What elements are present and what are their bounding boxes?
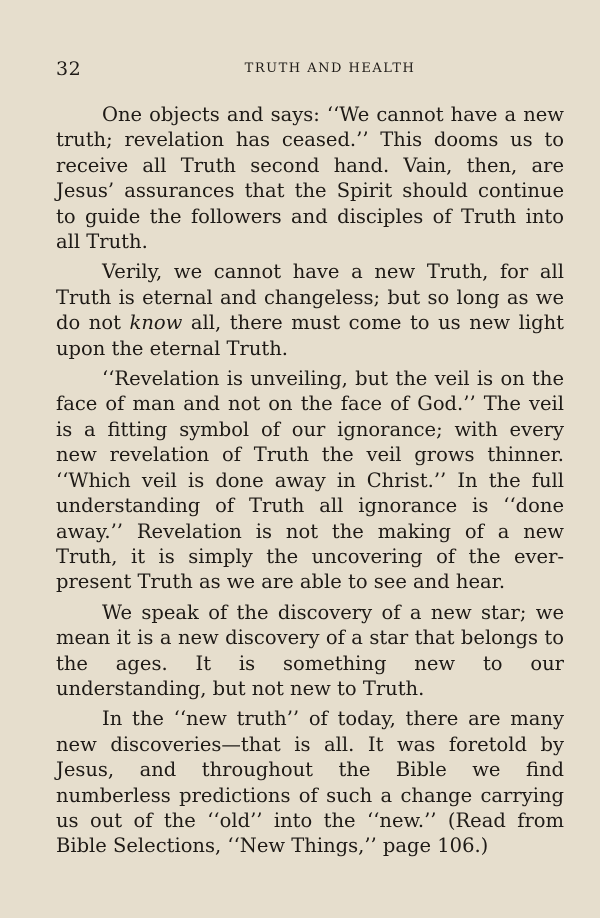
- paragraph: ‘‘Revelation is unveiling, but the veil is on the face of man and not on the face of God.’’ The veil is a fitting symbol of our ignorance; with every new revelation of Truth the veil grows thinner. ‘‘Which veil is done away in Christ.’’ In the full understanding of Truth all ignorance is ‘‘done away.’’ Revelation is not the making of a new Truth, it is simply the uncovering of the ever-present Truth as we are able to see and hear.: [56, 367, 564, 594]
- page-number: 32: [56, 58, 82, 80]
- emphasized-word: know: [129, 311, 183, 335]
- paragraph-text: Verily, we cannot have a new Truth, for all Truth is eternal and changeless; but so long as we do not: [56, 260, 564, 335]
- paragraph: [56, 259, 564, 361]
- paragraph: In the ‘‘new truth’’ of today, there are many new discoveries—that is all. It was foretold by Jesus, and throughout the Bible we find numberless predictions of such a change carrying us out of the ‘‘old’’ into the ‘‘new.’’ (Read from Bible Selections, ‘‘New Things,’’ page 106.): [56, 707, 564, 858]
- paragraph: One objects and says: ‘‘We cannot have a new truth; revelation has ceased.’’ This dooms us to receive all Truth second hand. Vain, then, are Jesus’ assurances that the Spirit should continue to guide the followers and disciples of Truth into all Truth.: [56, 103, 564, 254]
- paragraph-text: all, there must come to us new light upon the eternal Truth.: [56, 311, 564, 360]
- page-header: [56, 58, 564, 88]
- running-title: TRUTH AND HEALTH: [244, 61, 416, 76]
- body-text: [56, 102, 564, 859]
- paragraph: We speak of the discovery of a new star; we mean it is a new discovery of a star that belongs to the ages. It is something new to our understanding, but not new to Truth.: [56, 600, 564, 700]
